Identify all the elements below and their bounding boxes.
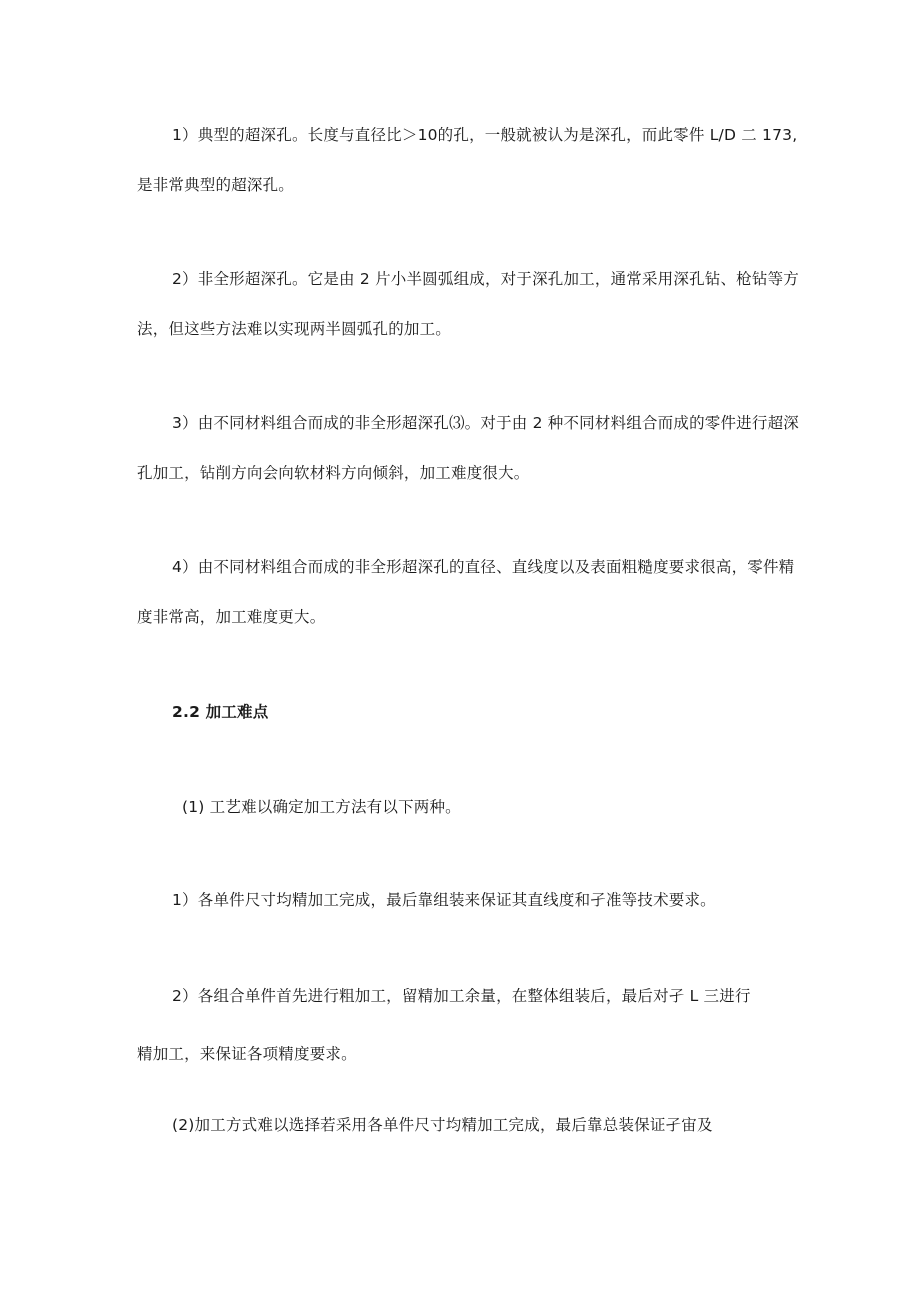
- method-2-line-2: 精加工，来保证各项精度要求。: [137, 1045, 357, 1063]
- paragraph-1-line-1: 1）典型的超深孔。长度与直径比＞10的孔，一般就被认为是深孔，而此零件 L/D 二 173,: [172, 126, 798, 144]
- paragraph-3-line-1: 3）由不同材料组合而成的非全形超深孔⑶。对于由 2 种不同材料组合而成的零件进行超深: [172, 414, 799, 432]
- paragraph-4-line-1: 4）由不同材料组合而成的非全形超深孔的直径、直线度以及表面粗糙度要求很高，零件精: [172, 558, 795, 576]
- paragraph-2-line-1: 2）非全形超深孔。它是由 2 片小半圆弧组成，对于深孔加工，通常采用深孔钻、枪钻等方: [172, 270, 799, 288]
- section-heading: 2.2 加工难点: [172, 703, 269, 721]
- paragraph-1-line-2: 是非常典型的超深孔。: [137, 176, 295, 194]
- subsection-1: (1) 工艺难以确定加工方法有以下两种。: [182, 798, 461, 816]
- method-2-line-1: 2）各组合单件首先进行粗加工，留精加工余量，在整体组装后，最后对孑 L 三进行: [172, 987, 751, 1005]
- paragraph-3-line-2: 孔加工，钻削方向会向软材料方向倾斜，加工难度很大。: [137, 464, 530, 482]
- paragraph-4-line-2: 度非常高，加工难度更大。: [137, 608, 326, 626]
- paragraph-2-line-2: 法，但这些方法难以实现两半圆弧孔的加工。: [137, 320, 452, 338]
- subsection-2: (2)加工方式难以选择若采用各单件尺寸均精加工完成，最后靠总装保证孑宙及: [172, 1116, 713, 1134]
- method-1: 1）各单件尺寸均精加工完成，最后靠组装来保证其直线度和孑准等技术要求。: [172, 891, 716, 909]
